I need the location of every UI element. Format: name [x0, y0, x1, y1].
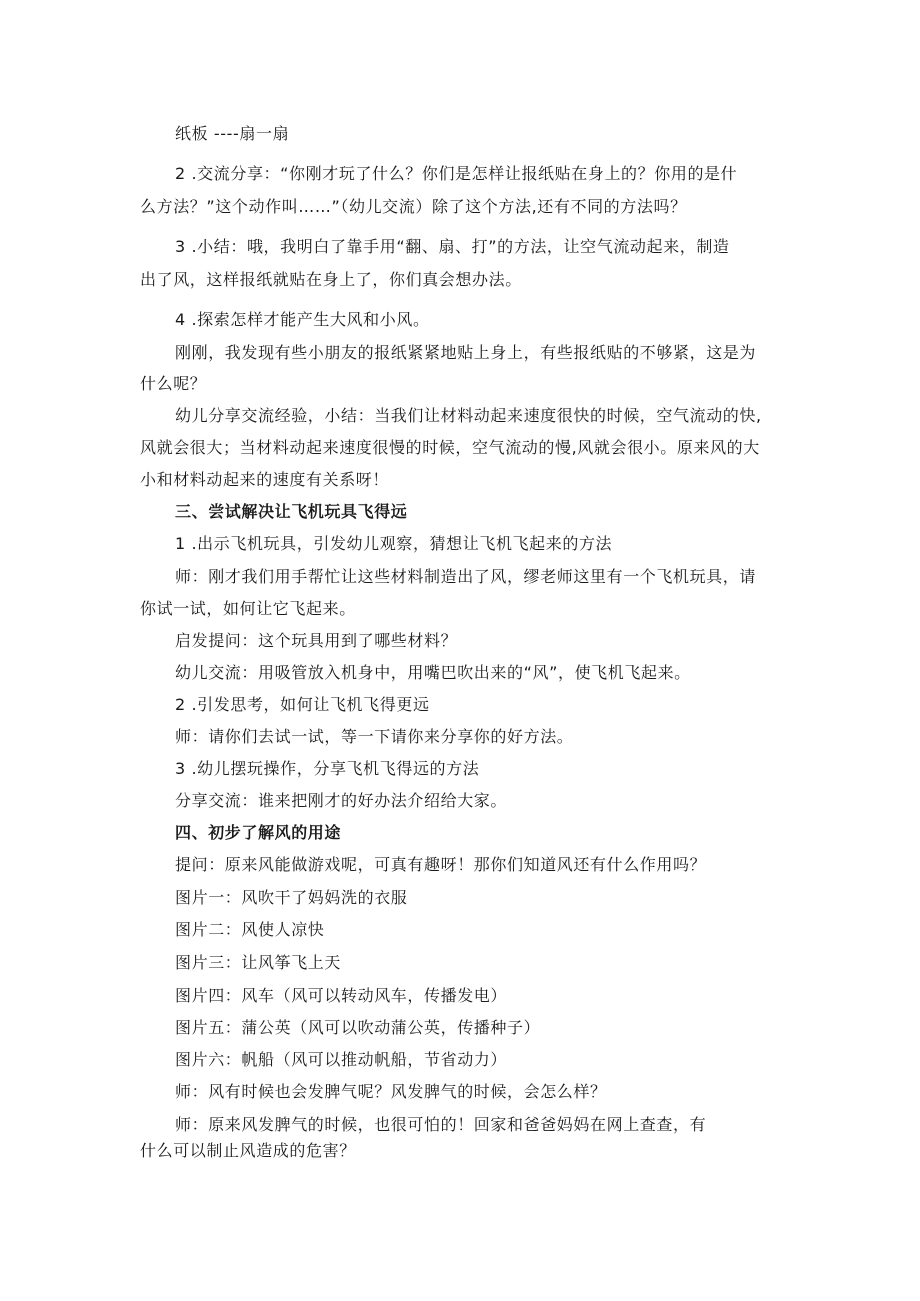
paragraph-line: 师：请你们去试一试，等一下请你来分享你的好方法。	[175, 727, 574, 746]
paragraph-line: 师：刚才我们用手帮忙让这些材料制造出了风，缪老师这里有一个飞机玩具，请	[175, 567, 757, 586]
paragraph-line: 2 .引发思考，如何让飞机飞得更远	[175, 695, 430, 714]
paragraph-line: 师：原来风发脾气的时候，也很可怕的！回家和爸爸妈妈在网上查查，有	[175, 1115, 707, 1134]
paragraph-line: 幼儿交流：用吸管放入机身中，用嘴巴吹出来的“风”，使飞机飞起来。	[175, 663, 691, 682]
paragraph-line: 师：风有时候也会发脾气呢？风发脾气的时候，会怎么样？	[175, 1082, 607, 1101]
paragraph-line: 纸板 ----扇一扇	[175, 124, 290, 143]
paragraph-line: 提问：原来风能做游戏呢，可真有趣呀！那你们知道风还有什么作用吗？	[175, 855, 707, 874]
paragraph-line: 风就会很大；当材料动起来速度很慢的时候，空气流动的慢,风就会很小。原来风的大	[140, 438, 760, 457]
paragraph-line: 3 .小结：哦，我明白了靠手用“翻、扇、打”的方法，让空气流动起来，制造	[175, 237, 730, 256]
section-heading-3: 三、尝试解决让飞机玩具飞得远	[175, 502, 408, 521]
paragraph-line: 幼儿分享交流经验，小结：当我们让材料动起来速度很快的时候，空气流动的快,	[175, 406, 762, 425]
paragraph-line: 2 .交流分享：“你刚才玩了什么？你们是怎样让报纸贴在身上的？你用的是什	[175, 164, 738, 183]
picture-item: 图片四：风车（风可以转动风车，传播发电）	[175, 986, 508, 1005]
section-heading-4: 四、初步了解风的用途	[175, 823, 342, 842]
picture-item: 图片一：风吹干了妈妈洗的衣服	[175, 888, 408, 907]
paragraph-line: 出了风，这样报纸就贴在身上了，你们真会想办法。	[140, 270, 522, 289]
paragraph-line: 刚刚，我发现有些小朋友的报纸紧紧地贴上身上，有些报纸贴的不够紧，这是为	[175, 343, 757, 362]
paragraph-line: 小和材料动起来的速度有关系呀！	[140, 470, 390, 489]
paragraph-line: 3 .幼儿摆玩操作，分享飞机飞得远的方法	[175, 759, 480, 778]
paragraph-line: 分享交流：谁来把刚才的好办法介绍给大家。	[175, 791, 508, 810]
paragraph-line: 你试一试，如何让它飞起来。	[140, 599, 356, 618]
paragraph-line: 什么可以制止风造成的危害？	[140, 1141, 356, 1160]
paragraph-line: 什么呢？	[140, 374, 207, 393]
picture-item: 图片三：让风筝飞上天	[175, 953, 342, 972]
paragraph-line: 么方法？”这个动作叫……”（幼儿交流）除了这个方法,还有不同的方法吗？	[140, 197, 687, 216]
picture-item: 图片二：风使人凉快	[175, 920, 325, 939]
paragraph-line: 启发提问：这个玩具用到了哪些材料？	[175, 631, 458, 650]
picture-item: 图片六：帆船（风可以推动帆船，节省动力）	[175, 1050, 508, 1069]
picture-item: 图片五：蒲公英（风可以吹动蒲公英，传播种子）	[175, 1018, 541, 1037]
paragraph-line: 4 .探索怎样才能产生大风和小风。	[175, 310, 430, 329]
paragraph-line: 1 .出示飞机玩具，引发幼儿观察，猜想让飞机飞起来的方法	[175, 534, 613, 553]
